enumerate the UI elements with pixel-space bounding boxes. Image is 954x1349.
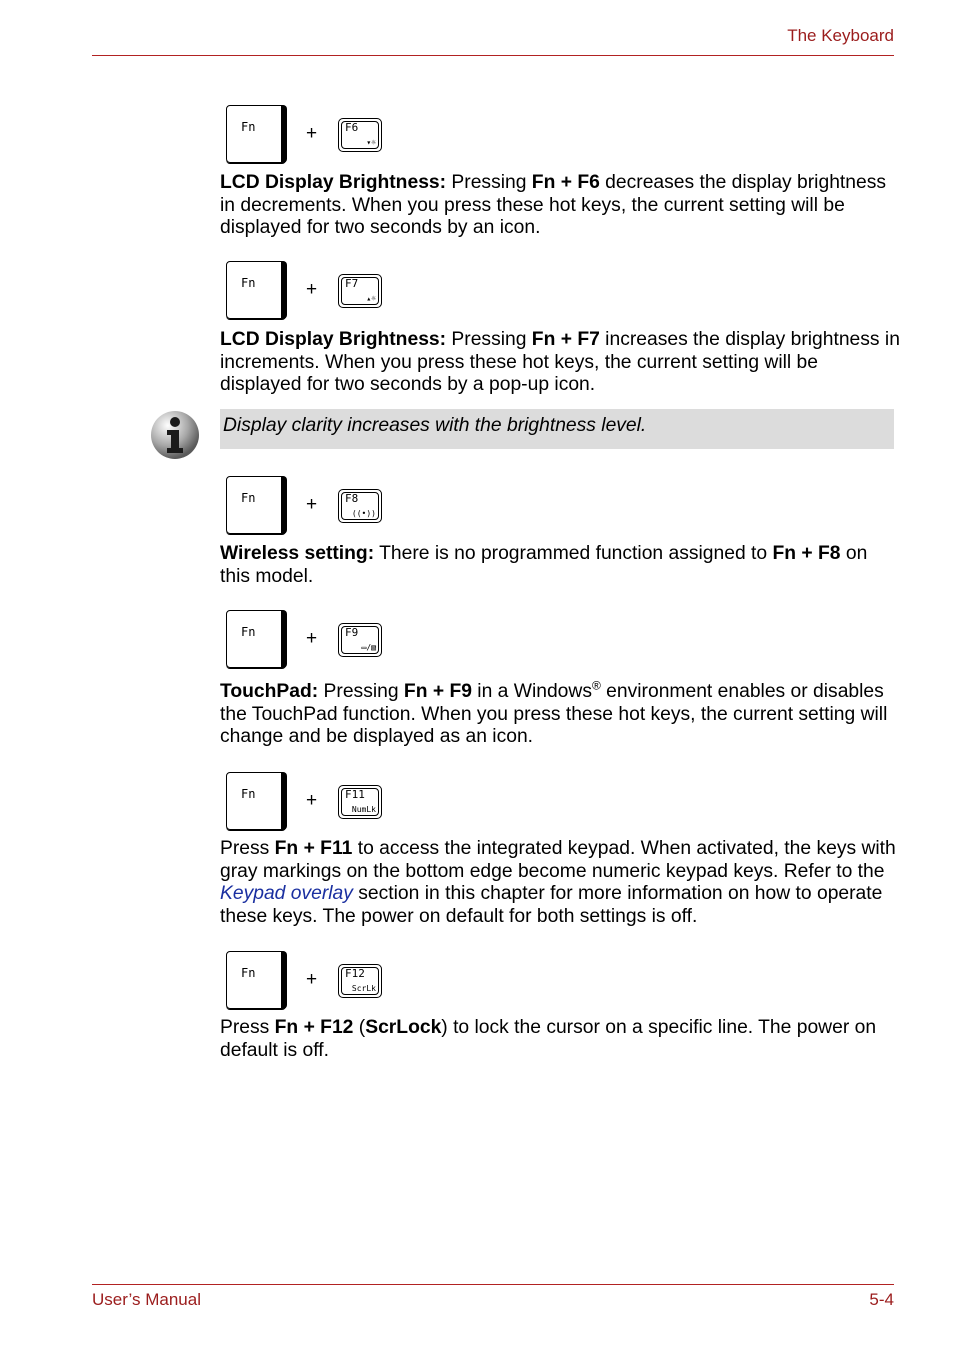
footer-divider: [92, 1284, 894, 1285]
fn-key-icon: Fn: [226, 610, 286, 668]
plus-sign: +: [306, 969, 318, 990]
page-header-title: The Keyboard: [787, 26, 894, 45]
plus-sign: +: [306, 628, 318, 649]
f12-description: Press Fn + F12 (ScrLock) to lock the cursor on a specific line. The power on default is off.: [220, 1017, 877, 1061]
footer-manual-title: User’s Manual: [92, 1290, 201, 1309]
plus-sign: +: [306, 494, 318, 515]
info-icon: [150, 410, 200, 460]
fn-key-icon: Fn: [226, 105, 286, 163]
f7-description: LCD Display Brightness: Pressing Fn + F7 increases the display brightness in increments. When you press these hot keys, the current setting will be displayed for two seconds by a pop-up icon.: [220, 329, 900, 395]
f12-key-icon: F12 ScrLk: [338, 964, 382, 998]
key-combo-fn-f12: [226, 951, 396, 1011]
plus-sign: +: [306, 123, 318, 144]
f6-description: LCD Display Brightness: Pressing Fn + F6 decreases the display brightness in decrements. When you press these hot keys, the current setting will be displayed for two seconds by an icon.: [220, 172, 886, 238]
key-combo-fn-f7: [226, 261, 396, 321]
fn-key-icon: Fn: [226, 476, 286, 534]
keypad-overlay-link[interactable]: Keypad overlay: [220, 883, 353, 904]
page-number: 5-4: [869, 1290, 894, 1309]
f11-key-icon: F11 NumLk: [338, 785, 382, 819]
key-combo-fn-f9: [226, 610, 396, 670]
header-divider: [92, 55, 894, 56]
note-box: [220, 409, 894, 449]
plus-sign: +: [306, 790, 318, 811]
f9-key-icon: F9 ▭/▧: [338, 623, 382, 657]
key-combo-fn-f11: [226, 772, 396, 832]
plus-sign: +: [306, 279, 318, 300]
f8-description: Wireless setting: There is no programmed function assigned to Fn + F8 on this model.: [220, 543, 868, 587]
f9-description: TouchPad: Pressing Fn + F9 in a Windows® environment enables or disables the TouchPad function. When you press these hot keys, the current setting will change and be displayed as an icon.: [220, 678, 888, 747]
key-combo-fn-f8: [226, 476, 396, 536]
fn-key-icon: Fn: [226, 951, 286, 1009]
fn-key-icon: Fn: [226, 261, 286, 319]
f8-key-icon: F8 ((•)): [338, 489, 382, 523]
note-text: Display clarity increases with the brightness level.: [223, 415, 647, 436]
f11-description: Press Fn + F11 to access the integrated keypad. When activated, the keys with gray markings on the bottom edge become numeric keypad keys. Refer to the Keypad overlay section in this chapter for more information on how to operate these keys. The power on default for both settings is off.: [220, 838, 896, 927]
f7-key-icon: F7 ▴☼: [338, 274, 382, 308]
f6-key-icon: F6 ▾☼: [338, 118, 382, 152]
fn-key-icon: Fn: [226, 772, 286, 830]
key-combo-fn-f6: [226, 105, 396, 165]
